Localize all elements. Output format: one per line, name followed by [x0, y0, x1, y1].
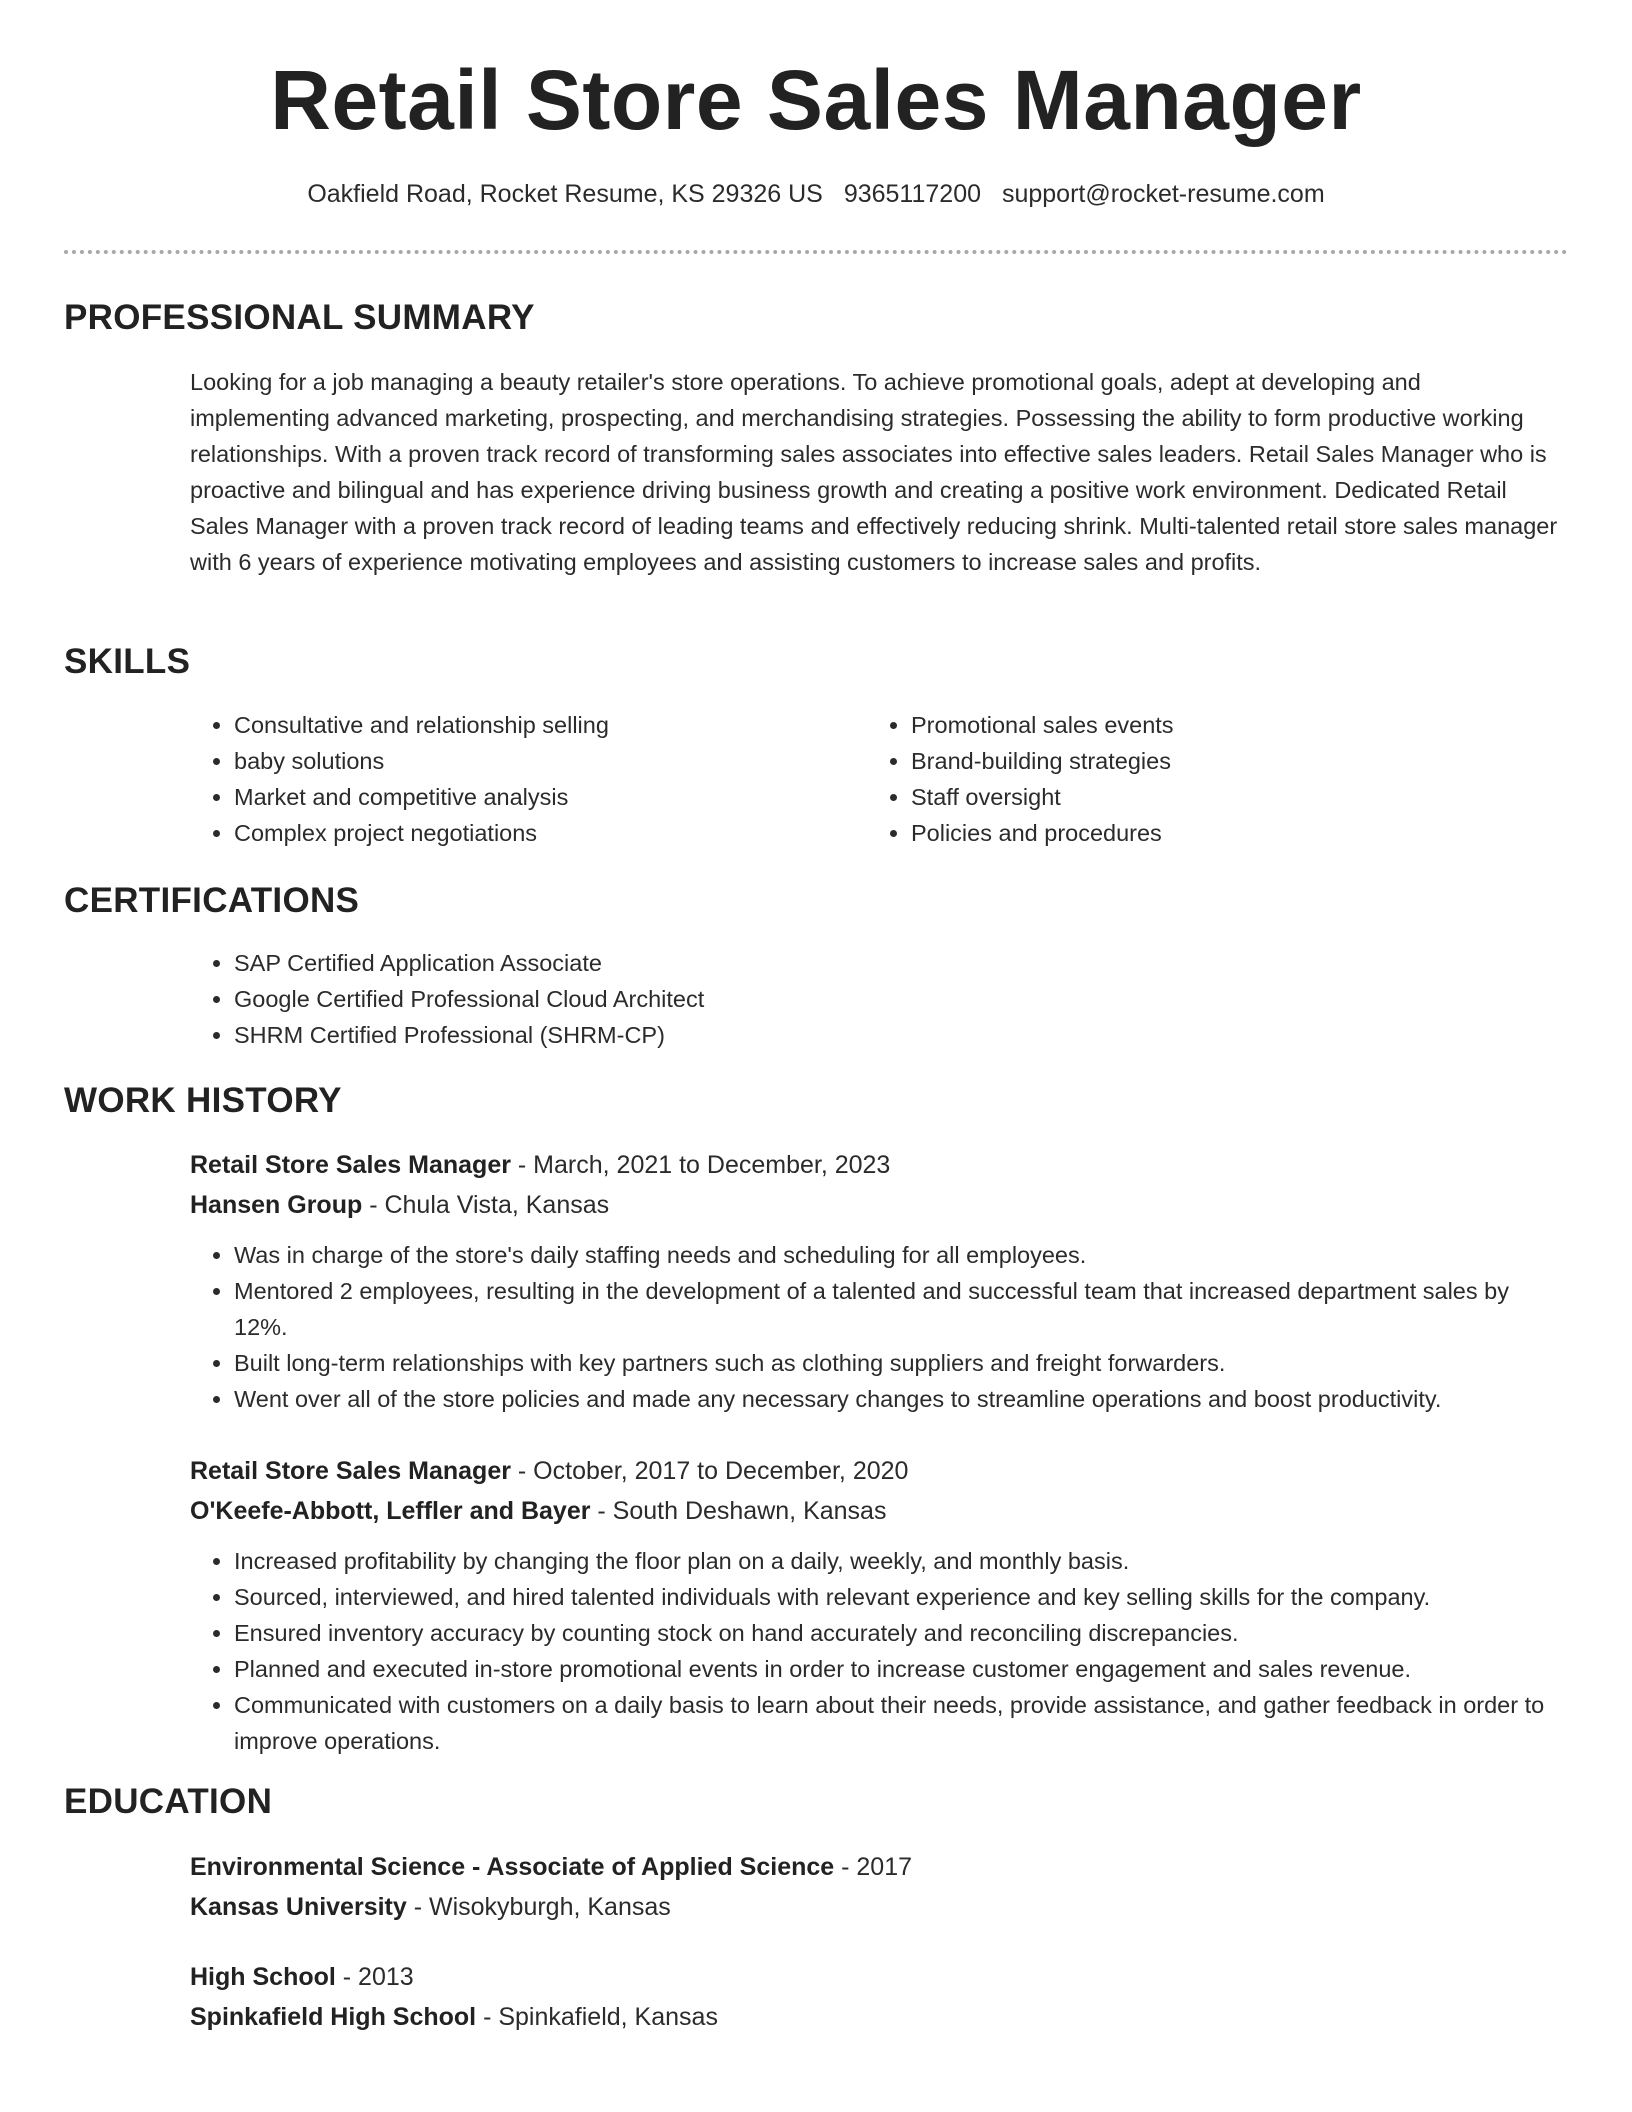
job-entry — [190, 1451, 1560, 1759]
certification-item: • Google Certified Professional Cloud Architect — [234, 981, 1560, 1017]
skills-right-column — [867, 707, 1487, 851]
job-entry — [190, 1145, 1560, 1417]
job-company: Hansen Group — [190, 1191, 363, 1219]
skill-item: • Staff oversight — [911, 779, 1487, 815]
skill-item: • Brand-building strategies — [911, 743, 1487, 779]
education-year: - 2013 — [335, 1963, 414, 1991]
education-degree-line — [190, 1957, 1560, 1997]
education-heading: EDUCATION — [64, 1782, 273, 1821]
header-divider — [64, 250, 1568, 254]
contact-phone: 9365117200 — [843, 180, 981, 208]
skills-left-column — [190, 707, 810, 851]
resume-title: Retail Store Sales Manager — [270, 53, 1362, 147]
contact-address: Oakfield Road, Rocket Resume, KS 29326 US — [307, 180, 823, 208]
contact-email: support@rocket-resume.com — [1001, 180, 1325, 208]
job-company: O'Keefe-Abbott, Leffler and Bayer — [190, 1497, 591, 1525]
job-bullet: • Ensured inventory accuracy by counting stock on hand accurately and reconciling discrepancies. — [234, 1615, 1560, 1651]
education-degree: Environmental Science - Associate of Applied Science — [190, 1853, 835, 1881]
skill-item: • Complex project negotiations — [234, 815, 810, 851]
certification-item: • SHRM Certified Professional (SHRM-CP) — [234, 1017, 1560, 1053]
education-school-line — [190, 1997, 1560, 2037]
job-title-line — [190, 1145, 1560, 1185]
job-title: Retail Store Sales Manager — [190, 1151, 511, 1179]
contact-info — [0, 180, 1632, 209]
education-school: Spinkafield High School — [190, 2003, 477, 2031]
skill-item: • Promotional sales events — [911, 707, 1487, 743]
education-entry — [190, 1847, 1560, 1927]
job-bullet: • Mentored 2 employees, resulting in the development of a talented and successful team that increased department sales by 12%. — [234, 1273, 1560, 1345]
job-dates: - October, 2017 to December, 2020 — [510, 1457, 909, 1485]
education-year: - 2017 — [834, 1853, 913, 1881]
summary-text: Looking for a job managing a beauty retailer's store operations. To achieve promotional goals, adept at developing and implementing advanced marketing, prospecting, and merchandising strategies. Possessing the ability to form productive working relationships. With a proven track record of transforming sales associates into effective sales leaders. Retail Sales Manager who is proactive and bilingual and has experience driving business growth and creating a positive work environment. Dedicated Retail Sales Manager with a proven track record of leading teams and effectively reducing shrink. Multi-talented retail store sales manager with 6 years of experience motivating employees and assisting customers to increase sales and profits. — [190, 369, 1558, 575]
job-location: - South Deshawn, Kansas — [590, 1497, 887, 1525]
summary-section — [190, 364, 1560, 580]
education-location: - Spinkafield, Kansas — [476, 2003, 718, 2031]
job-dates: - March, 2021 to December, 2023 — [510, 1151, 891, 1179]
job-company-line — [190, 1185, 1560, 1225]
job-title: Retail Store Sales Manager — [190, 1457, 511, 1485]
skill-item: • baby solutions — [234, 743, 810, 779]
certifications-section — [190, 945, 1560, 1053]
job-bullet: • Increased profitability by changing the floor plan on a daily, weekly, and monthly basis. — [234, 1543, 1560, 1579]
skill-item: • Consultative and relationship selling — [234, 707, 810, 743]
certifications-heading: CERTIFICATIONS — [64, 881, 360, 920]
job-title-line — [190, 1451, 1560, 1491]
skills-heading: SKILLS — [64, 642, 191, 681]
job-bullet: • Built long-term relationships with key partners such as clothing suppliers and freight forwarders. — [234, 1345, 1560, 1381]
education-degree-line — [190, 1847, 1560, 1887]
education-degree: High School — [190, 1963, 336, 1991]
job-bullet: • Sourced, interviewed, and hired talented individuals with relevant experience and key selling skills for the company. — [234, 1579, 1560, 1615]
work-history-heading: WORK HISTORY — [64, 1081, 342, 1120]
job-company-line — [190, 1491, 1560, 1531]
job-bullet: • Was in charge of the store's daily staffing needs and scheduling for all employees. — [234, 1237, 1560, 1273]
education-school: Kansas University — [190, 1893, 407, 1921]
job-bullet: • Planned and executed in-store promotional events in order to increase customer engagement and sales revenue. — [234, 1651, 1560, 1687]
certification-item: • SAP Certified Application Associate — [234, 945, 1560, 981]
education-location: - Wisokyburgh, Kansas — [406, 1893, 671, 1921]
job-location: - Chula Vista, Kansas — [362, 1191, 610, 1219]
education-entry — [190, 1957, 1560, 2037]
skill-item: • Market and competitive analysis — [234, 779, 810, 815]
job-bullet: • Went over all of the store policies and made any necessary changes to streamline operations and boost productivity. — [234, 1381, 1560, 1417]
skill-item: • Policies and procedures — [911, 815, 1487, 851]
summary-heading: PROFESSIONAL SUMMARY — [64, 298, 535, 337]
job-bullet: • Communicated with customers on a daily basis to learn about their needs, provide assistance, and gather feedback in order to improve operations. — [234, 1687, 1560, 1759]
education-school-line — [190, 1887, 1560, 1927]
